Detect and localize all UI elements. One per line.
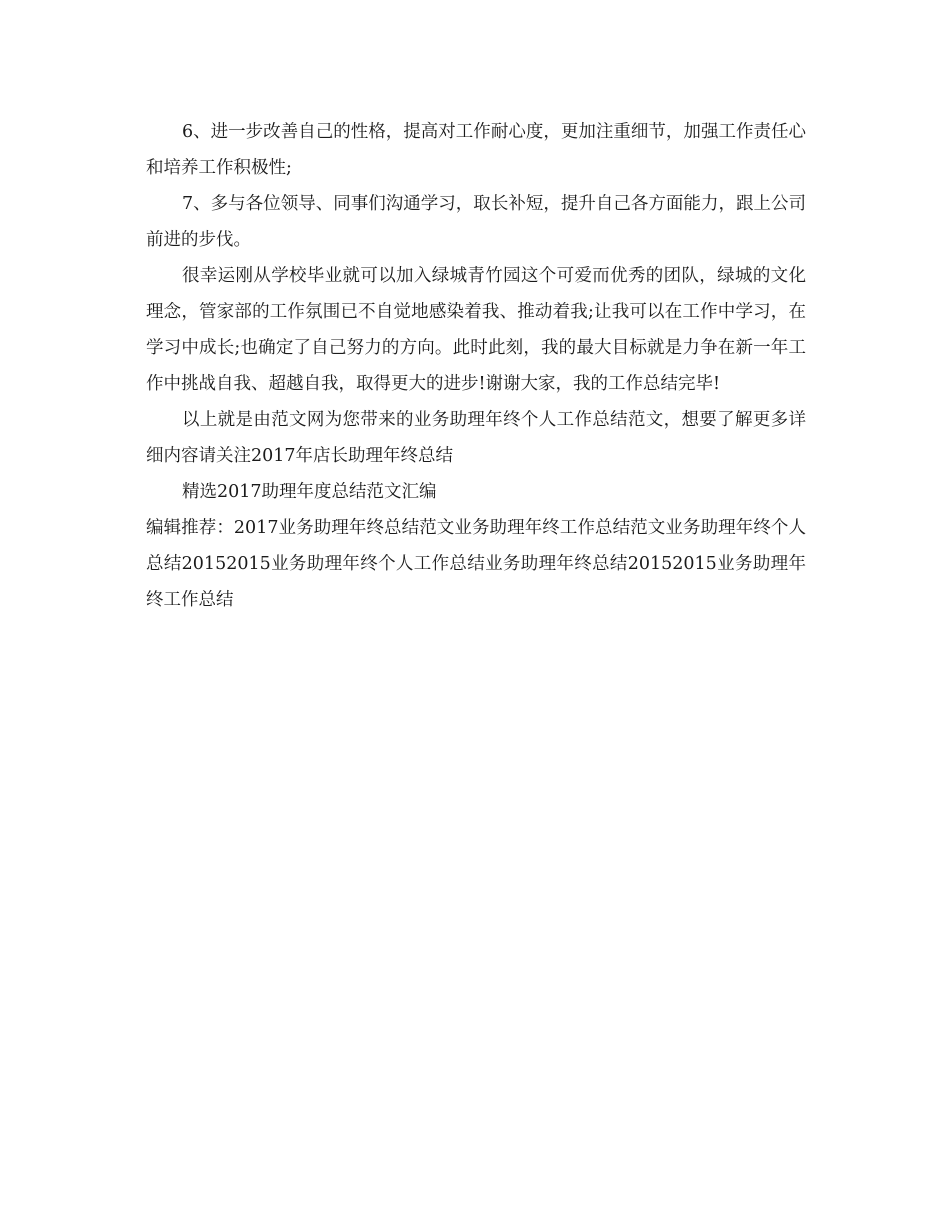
paragraph-featured: 精选2017助理年度总结范文汇编 — [182, 482, 437, 502]
paragraph-item-6: 6、进一步改善自己的性格，提高对工作耐心度，更加注重细节，加强工作责任心和培养工作积极性; — [146, 122, 806, 178]
paragraph-item-7: 7、多与各位领导、同事们沟通学习，取长补短，提升自己各方面能力，跟上公司前进的步伐。 — [146, 194, 806, 250]
paragraph-closing: 很幸运刚从学校毕业就可以加入绿城青竹园这个可爱而优秀的团队，绿城的文化理念，管家部的工作氛围已不自觉地感染着我、推动着我;让我可以在工作中学习，在学习中成长;也确定了自己努力的方向。此时此刻，我的最大目标就是力争在新一年工作中挑战自我、超越自我，取得更大的进步!谢谢大家，我的工作总结完毕! — [146, 266, 806, 394]
paragraph-source-note: 以上就是由范文网为您带来的业务助理年终个人工作总结范文，想要了解更多详细内容请关注2017年店长助理年终总结 — [146, 410, 806, 466]
document-body — [146, 114, 806, 618]
paragraph-editor-recommend: 编辑推荐：2017业务助理年终总结范文业务助理年终工作总结范文业务助理年终个人总结20152015业务助理年终个人工作总结业务助理年终总结20152015业务助理年终工作总结 — [146, 518, 806, 610]
